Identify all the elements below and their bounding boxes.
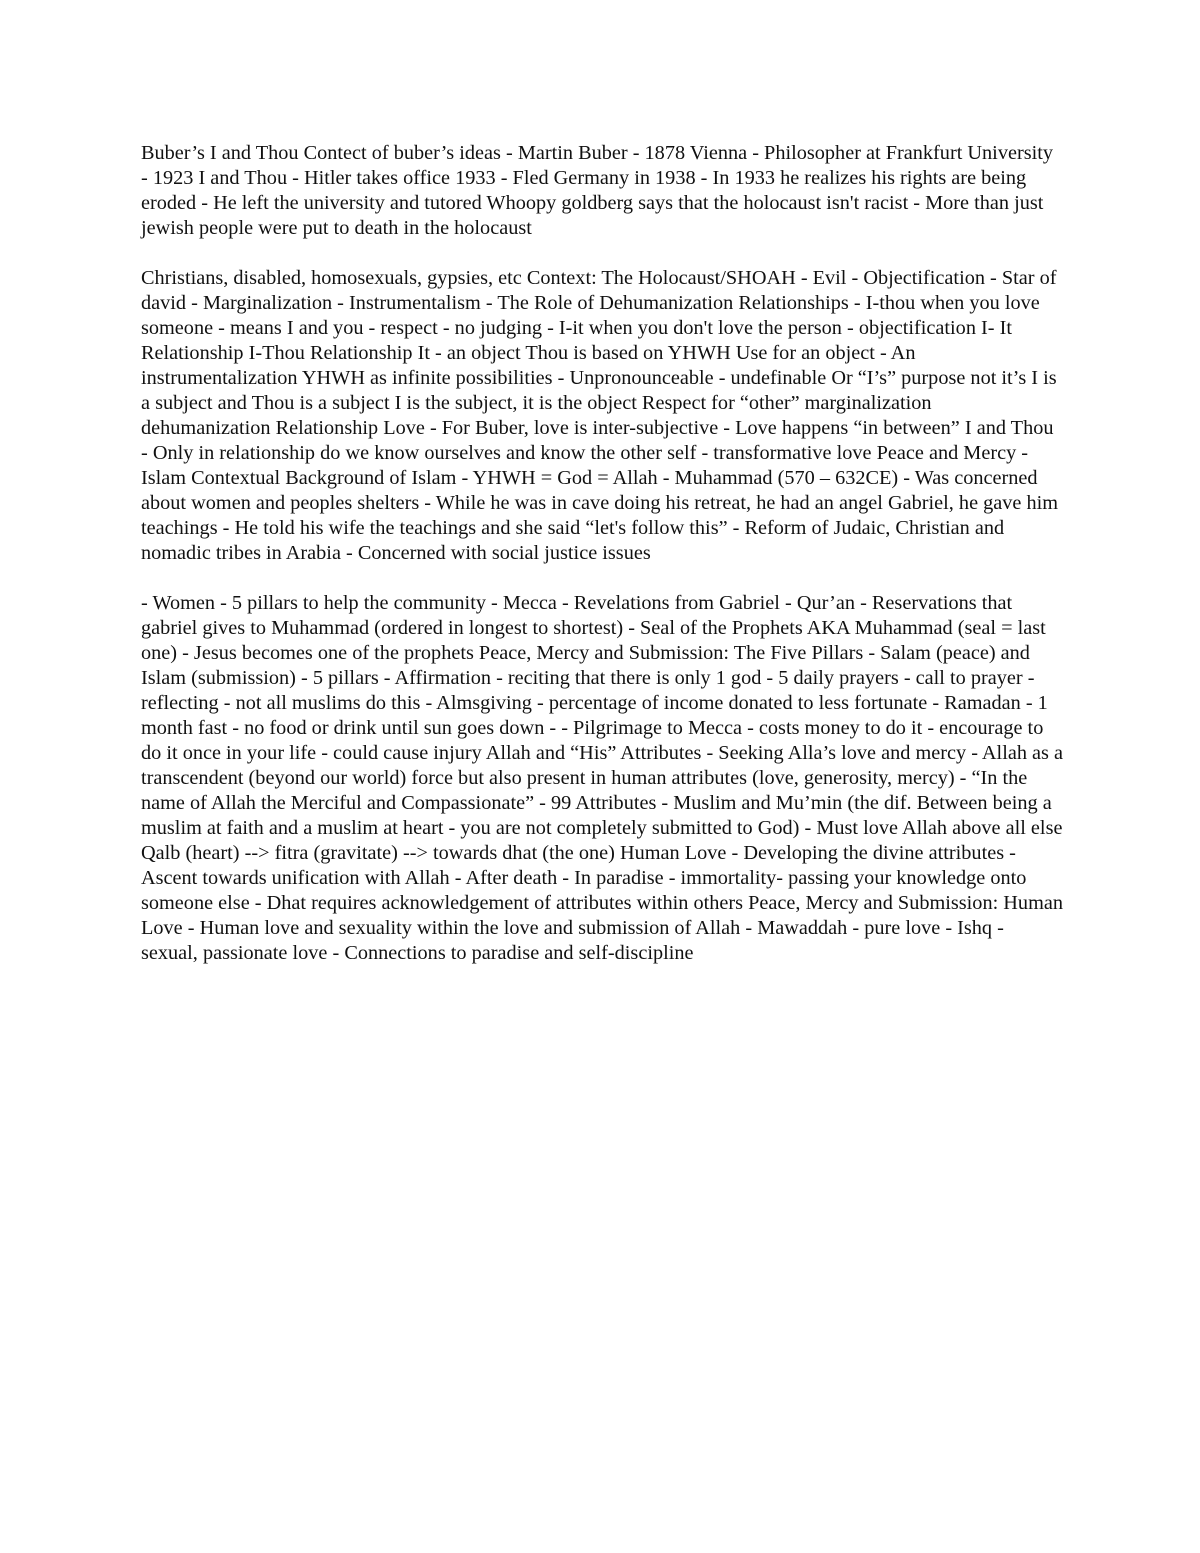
paragraph-buber-context: Buber’s I and Thou Contect of buber’s ideas - Martin Buber - 1878 Vienna - Philosopher at Frankfurt University - 1923 I and Thou - Hitler takes office 1933 - Fled Germany in 1938 - In 1933 he realizes his rights are being eroded - He left the university and tutored Whoopy goldberg says that the holocaust isn't racist - More than just jewish people were put to death in the holocaust (141, 142, 1054, 239)
paragraph-five-pillars-human-love: - Women - 5 pillars to help the community - Mecca - Revelations from Gabriel - Qur’an - Reservations that gabriel gives to Muhammad (ordered in longest to shortest) - Seal of the Prophets AKA Muhammad (seal = last one) - Jesus becomes one of the prophets Peace, Mercy and Submission: The Five Pillars - Salam (peace) and Islam (submission) - 5 pillars - Affirmation - reciting that there is only 1 god - 5 daily prayers - call to prayer - reflecting - not all muslims do this - Almsgiving - percentage of income donated to less fortunate - Ramadan - 1 month fast - no food or drink until sun goes down - - Pilgrimage to Mecca - costs money to do it - encourage to do it once in your life - could cause injury Allah and “His” Attributes - Seeking Alla’s love and mercy - Allah as a transcendent (beyond our world) force but also present in human attributes (love, generosity, mercy) - “In the name of Allah the Merciful and Compassionate” - 99 Attributes - Muslim and Mu’min (the dif. Between being a muslim at faith and a muslim at heart - you are not completely submitted to God) - Must love Allah above all else Qalb (heart) --> fitra (gravitate) --> towards dhat (the one) Human Love - Developing the divine attributes - Ascent towards unification with Allah - After death - In paradise - immortality- passing your knowledge onto someone else - Dhat requires acknowledgement of attributes within others Peace, Mercy and Submission: Human Love - Human love and sexuality within the love and submission of Allah - Mawaddah - pure love - Ishq - sexual, passionate love - Connections to paradise and self-discipline (141, 592, 1064, 964)
document-body (141, 141, 1063, 991)
paragraph-holocaust-relationships-islam: Christians, disabled, homosexuals, gypsies, etc Context: The Holocaust/SHOAH - Evil - Objectification - Star of david - Marginalization - Instrumentalism - The Role of Dehumanization Relationships - I-thou when you love someone - means I and you - respect - no judging - I-it when you don't love the person - objectification I- It Relationship I-Thou Relationship It - an object Thou is based on YHWH Use for an object - An instrumentalization YHWH as infinite possibilities - Unpronounceable - undefinable Or “I’s” purpose not it’s I is a subject and Thou is a subject I is the subject, it is the object Respect for “other” marginalization dehumanization Relationship Love - For Buber, love is inter-subjective - Love happens “in between” I and Thou - Only in relationship do we know ourselves and know the other self - transformative love Peace and Mercy - Islam Contextual Background of Islam - YHWH = God = Allah - Muhammad (570 – 632CE) - Was concerned about women and peoples shelters - While he was in cave doing his retreat, he had an angel Gabriel, he gave him teachings - He told his wife the teachings and she said “let's follow this” - Reform of Judaic, Christian and nomadic tribes in Arabia - Concerned with social justice issues (141, 267, 1059, 564)
